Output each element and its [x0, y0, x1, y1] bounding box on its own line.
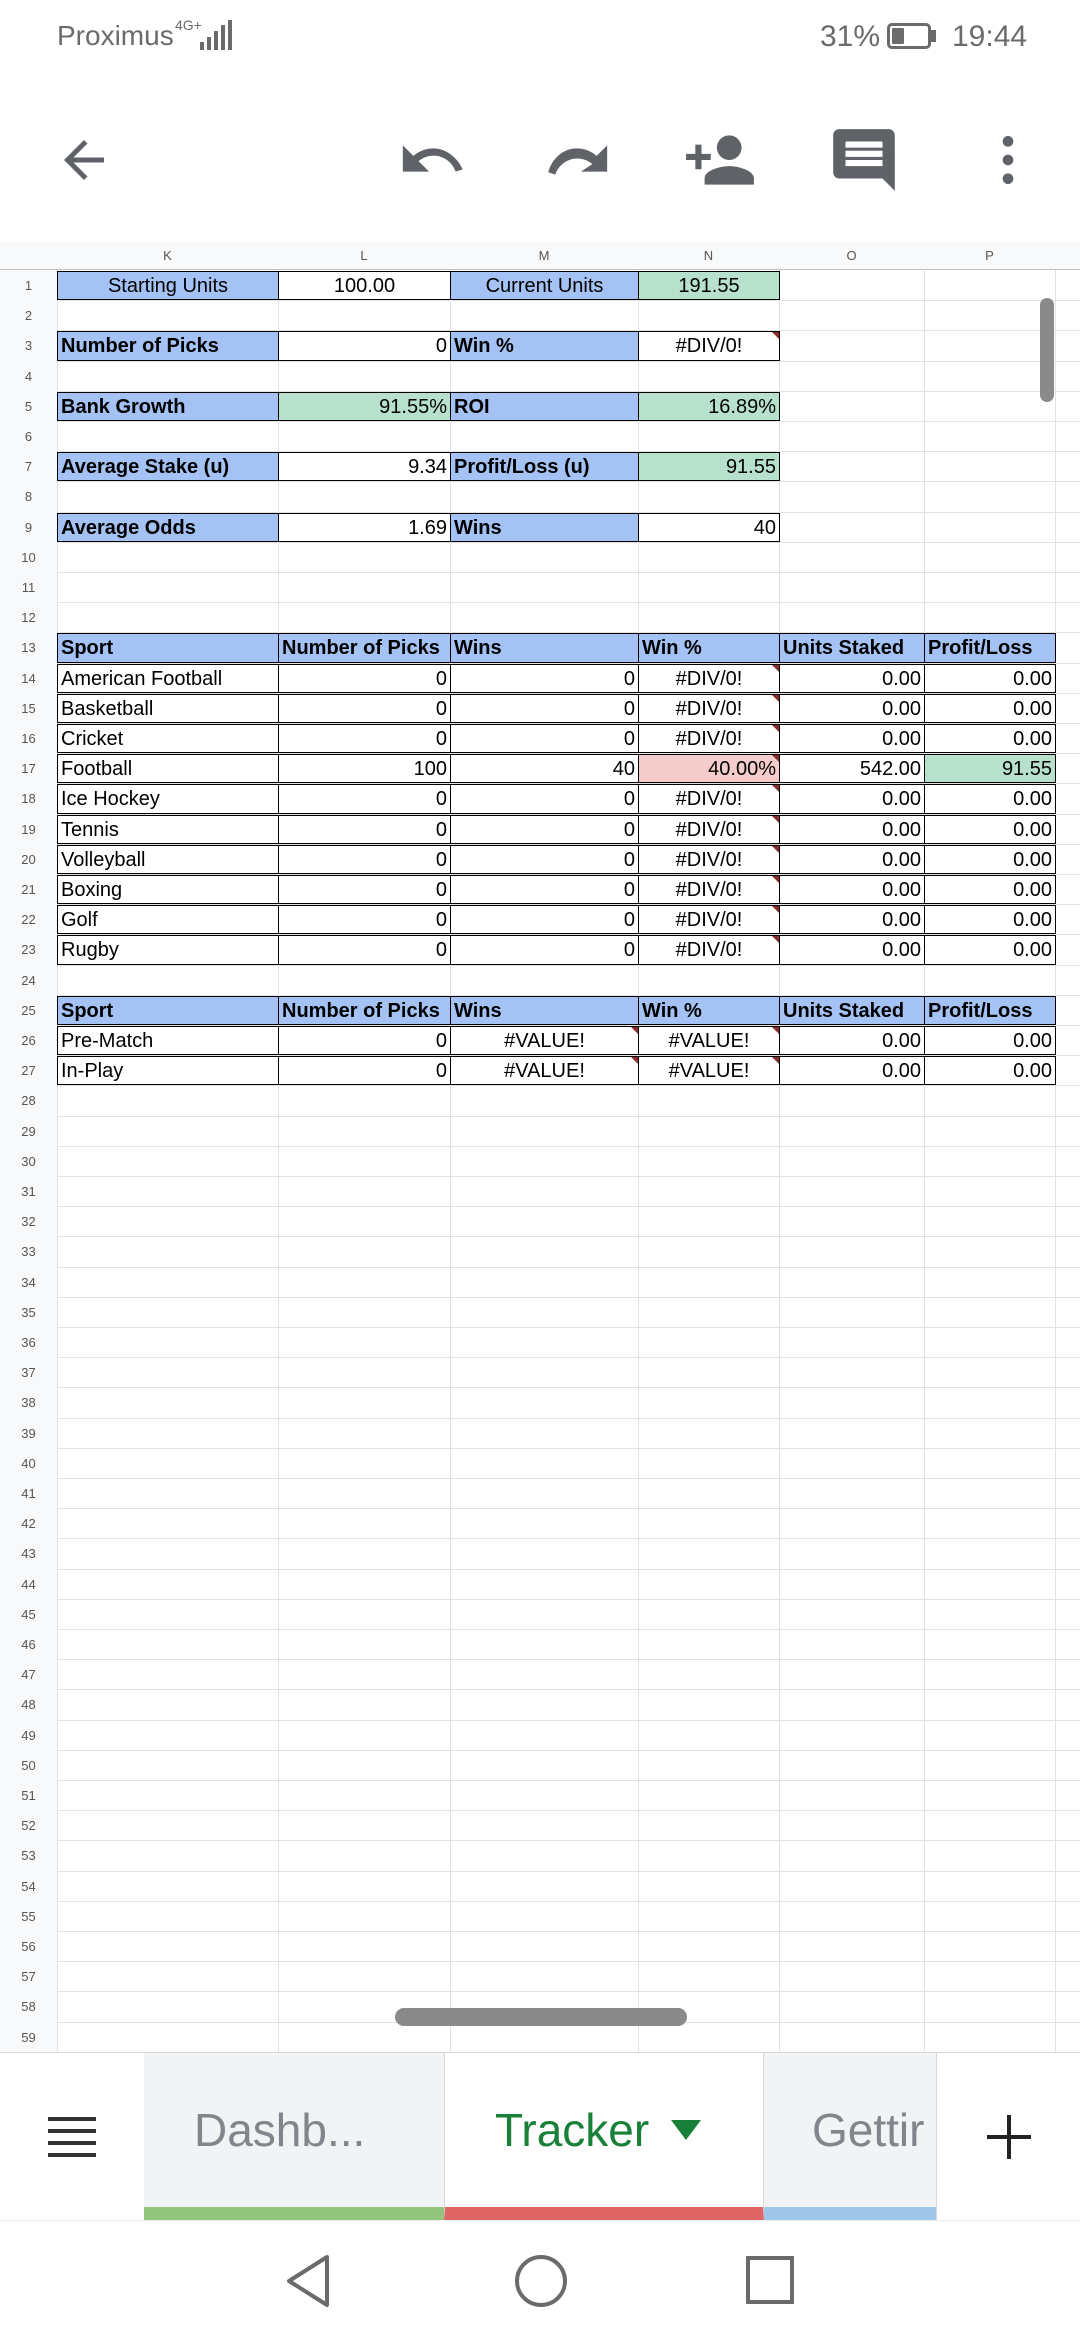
- row-header[interactable]: 35: [21, 1304, 36, 1320]
- row-header[interactable]: 58: [21, 1999, 36, 2015]
- sport-table-cell[interactable]: Ice Hockey: [57, 784, 279, 813]
- sport-table-cell[interactable]: 100: [278, 754, 451, 783]
- row-header[interactable]: 18: [21, 791, 36, 807]
- sport-table-cell[interactable]: 0: [278, 784, 451, 813]
- row-header[interactable]: 43: [21, 1546, 36, 1562]
- row-header[interactable]: 22: [21, 912, 36, 928]
- tab-getting-started[interactable]: Gettir: [764, 2053, 936, 2221]
- sport-table-cell[interactable]: #DIV/0!: [638, 875, 780, 904]
- sport-table-cell[interactable]: 0: [450, 845, 639, 874]
- sport-table-header[interactable]: Profit/Loss: [924, 633, 1056, 662]
- row-header[interactable]: 48: [21, 1697, 36, 1713]
- row-header[interactable]: 42: [21, 1516, 36, 1532]
- sport-table-cell[interactable]: 542.00: [779, 754, 925, 783]
- type-table-cell[interactable]: 0: [278, 1056, 451, 1085]
- type-table-header[interactable]: Units Staked: [779, 996, 925, 1025]
- type-table-cell[interactable]: 0.00: [924, 1026, 1056, 1055]
- type-table-header[interactable]: Number of Picks: [278, 996, 451, 1025]
- sport-table-cell[interactable]: 0: [450, 694, 639, 723]
- type-table-cell[interactable]: #VALUE!: [638, 1056, 780, 1085]
- horizontal-scrollbar[interactable]: [395, 2008, 687, 2026]
- spreadsheet-grid[interactable]: [0, 242, 1080, 2052]
- current-units-value[interactable]: 191.55: [638, 271, 780, 300]
- average-odds-label[interactable]: Average Odds: [57, 513, 279, 542]
- status-bar: [0, 0, 1080, 78]
- row-header[interactable]: 15: [21, 700, 36, 716]
- sport-table-cell[interactable]: 91.55: [924, 754, 1056, 783]
- sport-table-cell[interactable]: 0.00: [924, 845, 1056, 874]
- sport-table-header[interactable]: Units Staked: [779, 633, 925, 662]
- sport-table-header[interactable]: Win %: [638, 633, 780, 662]
- row-header[interactable]: 5: [24, 398, 33, 414]
- column-header-m[interactable]: M: [538, 248, 550, 263]
- sport-table-cell[interactable]: 0.00: [924, 905, 1056, 934]
- row-header[interactable]: 32: [21, 1214, 36, 1230]
- row-header[interactable]: 8: [24, 489, 33, 505]
- sport-table-cell[interactable]: 0: [450, 815, 639, 844]
- sport-table-cell[interactable]: #DIV/0!: [638, 784, 780, 813]
- win-pct-value[interactable]: #DIV/0!: [638, 331, 780, 360]
- sport-table-cell[interactable]: #DIV/0!: [638, 935, 780, 964]
- type-table-cell[interactable]: #VALUE!: [638, 1026, 780, 1055]
- type-table-cell[interactable]: 0: [278, 1026, 451, 1055]
- bank-growth-value[interactable]: 91.55%: [278, 392, 451, 421]
- sport-table-cell[interactable]: 0: [278, 905, 451, 934]
- average-stake-label[interactable]: Average Stake (u): [57, 452, 279, 481]
- sport-table-cell[interactable]: Basketball: [57, 694, 279, 723]
- type-table-header[interactable]: Sport: [57, 996, 279, 1025]
- sport-table-cell[interactable]: Cricket: [57, 724, 279, 753]
- row-header[interactable]: 54: [21, 1878, 36, 1894]
- row-header[interactable]: 10: [21, 549, 36, 565]
- row-header[interactable]: 7: [24, 459, 33, 475]
- clock: 19:44: [952, 20, 1028, 53]
- average-odds-value[interactable]: 1.69: [278, 513, 451, 542]
- sport-table-header[interactable]: Wins: [450, 633, 639, 662]
- system-nav-bar: [0, 2220, 1080, 2341]
- sport-table-cell[interactable]: Golf: [57, 905, 279, 934]
- type-table-cell[interactable]: 0.00: [924, 1056, 1056, 1085]
- comment-icon[interactable]: [820, 116, 908, 204]
- row-header[interactable]: 30: [21, 1153, 36, 1169]
- row-header[interactable]: 50: [21, 1757, 36, 1773]
- nav-home-icon[interactable]: [513, 2253, 569, 2309]
- nav-recents-icon[interactable]: [745, 2255, 795, 2305]
- row-header[interactable]: 53: [21, 1848, 36, 1864]
- row-header[interactable]: 49: [21, 1727, 36, 1743]
- sheet-tab-bar: [0, 2052, 1080, 2221]
- row-header[interactable]: 23: [21, 942, 36, 958]
- type-table-cell[interactable]: 0.00: [779, 1056, 925, 1085]
- average-stake-value[interactable]: 9.34: [278, 452, 451, 481]
- row-header[interactable]: 11: [21, 580, 36, 595]
- sport-table-cell[interactable]: 0.00: [779, 664, 925, 693]
- roi-value[interactable]: 16.89%: [638, 392, 780, 421]
- row-header[interactable]: 2: [24, 308, 33, 324]
- row-header[interactable]: 24: [21, 972, 36, 988]
- sport-table-cell[interactable]: 0.00: [779, 694, 925, 723]
- sport-table-cell[interactable]: 0: [278, 664, 451, 693]
- sport-table-cell[interactable]: 0.00: [779, 935, 925, 964]
- row-header[interactable]: 39: [21, 1425, 36, 1441]
- battery-percent: 31%: [820, 20, 881, 53]
- row-header[interactable]: 29: [21, 1123, 36, 1139]
- sport-table-cell[interactable]: American Football: [57, 664, 279, 693]
- sport-table-cell[interactable]: #DIV/0!: [638, 694, 780, 723]
- sport-table-cell[interactable]: 0.00: [924, 875, 1056, 904]
- sport-table-cell[interactable]: Tennis: [57, 815, 279, 844]
- sport-table-header[interactable]: Number of Picks: [278, 633, 451, 662]
- sport-table-cell[interactable]: 0: [450, 875, 639, 904]
- row-header[interactable]: 37: [21, 1365, 36, 1381]
- sport-table-cell[interactable]: 0.00: [924, 784, 1056, 813]
- caret-down-icon[interactable]: [669, 2118, 703, 2142]
- sport-table-cell[interactable]: 0.00: [779, 784, 925, 813]
- starting-units-label[interactable]: Starting Units: [57, 271, 279, 300]
- sport-table-header[interactable]: Sport: [57, 633, 279, 662]
- plus-icon[interactable]: [936, 2053, 1080, 2221]
- column-header-bar: [0, 242, 1080, 270]
- sport-table-cell[interactable]: #DIV/0!: [638, 845, 780, 874]
- row-header[interactable]: 34: [21, 1274, 36, 1290]
- sport-table-cell[interactable]: #DIV/0!: [638, 664, 780, 693]
- sport-table-cell[interactable]: Football: [57, 754, 279, 783]
- type-table-header[interactable]: Profit/Loss: [924, 996, 1056, 1025]
- row-header[interactable]: 38: [21, 1395, 36, 1411]
- wins-label[interactable]: Wins: [450, 513, 639, 542]
- column-header-o[interactable]: O: [846, 248, 857, 263]
- sport-table-cell[interactable]: #DIV/0!: [638, 815, 780, 844]
- row-header[interactable]: 1: [24, 278, 33, 293]
- tab-tracker[interactable]: Tracker: [444, 2053, 764, 2221]
- type-table-cell[interactable]: Pre-Match: [57, 1026, 279, 1055]
- sport-table-cell[interactable]: Volleyball: [57, 845, 279, 874]
- current-units-label[interactable]: Current Units: [450, 271, 639, 300]
- undo-icon[interactable]: [388, 116, 476, 204]
- type-table-cell[interactable]: #VALUE!: [450, 1056, 639, 1085]
- row-header[interactable]: 46: [21, 1637, 36, 1652]
- row-header[interactable]: 55: [21, 1908, 36, 1924]
- sport-table-cell[interactable]: #DIV/0!: [638, 724, 780, 753]
- column-header-n[interactable]: N: [703, 248, 714, 263]
- sport-table-cell[interactable]: 0: [450, 664, 639, 693]
- row-header[interactable]: 40: [21, 1455, 36, 1471]
- sport-table-cell[interactable]: 0.00: [779, 875, 925, 904]
- column-header-k[interactable]: K: [163, 248, 172, 263]
- row-header[interactable]: 17: [21, 761, 36, 777]
- sport-table-cell[interactable]: 0: [450, 784, 639, 813]
- row-header[interactable]: 51: [21, 1788, 36, 1803]
- type-table-cell[interactable]: #VALUE!: [450, 1026, 639, 1055]
- sport-table-cell[interactable]: 0.00: [779, 845, 925, 874]
- column-header-p[interactable]: P: [985, 248, 994, 263]
- row-header[interactable]: 41: [21, 1486, 36, 1501]
- row-header[interactable]: 12: [21, 610, 36, 626]
- profit-loss-value[interactable]: 91.55: [638, 452, 780, 481]
- row-header[interactable]: 45: [21, 1606, 36, 1622]
- row-header[interactable]: 28: [21, 1093, 36, 1109]
- sport-table-cell[interactable]: 0: [278, 845, 451, 874]
- row-header[interactable]: 9: [24, 519, 33, 535]
- type-table-cell[interactable]: In-Play: [57, 1056, 279, 1085]
- sport-table-cell[interactable]: 0.00: [924, 664, 1056, 693]
- profit-loss-label[interactable]: Profit/Loss (u): [450, 452, 639, 481]
- row-header[interactable]: 31: [21, 1184, 36, 1199]
- roi-label[interactable]: ROI: [450, 392, 639, 421]
- sport-table-cell[interactable]: 0: [278, 724, 451, 753]
- sport-table-cell[interactable]: 0: [278, 875, 451, 904]
- signal-icon: [198, 18, 232, 52]
- row-header[interactable]: 47: [21, 1667, 36, 1683]
- type-table-header[interactable]: Win %: [638, 996, 780, 1025]
- sport-table-cell[interactable]: 0: [278, 935, 451, 964]
- row-header[interactable]: 14: [21, 670, 36, 686]
- sport-table-cell[interactable]: 0.00: [924, 724, 1056, 753]
- hamburger-menu-icon[interactable]: [48, 2115, 96, 2166]
- carrier-name: Proximus: [57, 20, 174, 51]
- sport-table-cell[interactable]: #DIV/0!: [638, 905, 780, 934]
- row-header[interactable]: 33: [21, 1244, 36, 1260]
- type-table-header[interactable]: Wins: [450, 996, 639, 1025]
- row-header[interactable]: 27: [21, 1063, 36, 1079]
- row-header[interactable]: 4: [24, 368, 33, 384]
- add-person-icon[interactable]: [676, 116, 764, 204]
- row-header[interactable]: 44: [21, 1576, 36, 1592]
- bank-growth-label[interactable]: Bank Growth: [57, 392, 279, 421]
- sport-table-cell[interactable]: 0: [278, 815, 451, 844]
- sport-table-cell[interactable]: 0.00: [779, 905, 925, 934]
- starting-units-value[interactable]: 100.00: [278, 271, 451, 300]
- sport-table-cell[interactable]: 0: [450, 935, 639, 964]
- row-header[interactable]: 21: [21, 882, 36, 897]
- row-header[interactable]: 59: [21, 2029, 36, 2045]
- sport-table-cell[interactable]: 0: [278, 694, 451, 723]
- row-header[interactable]: 56: [21, 1939, 36, 1954]
- row-header[interactable]: 13: [21, 640, 36, 656]
- row-header[interactable]: 36: [21, 1335, 36, 1350]
- sport-table-cell[interactable]: Boxing: [57, 875, 279, 904]
- number-of-picks-label[interactable]: Number of Picks: [57, 331, 279, 360]
- sheets-toolbar: [0, 78, 1080, 242]
- sport-table-cell[interactable]: 0.00: [924, 694, 1056, 723]
- sport-table-cell[interactable]: 0: [450, 905, 639, 934]
- sport-table-cell[interactable]: 0.00: [779, 724, 925, 753]
- sport-table-cell[interactable]: 0.00: [924, 815, 1056, 844]
- column-header-l[interactable]: L: [360, 248, 368, 263]
- row-header[interactable]: 19: [21, 821, 36, 837]
- vertical-scrollbar[interactable]: [1040, 298, 1054, 402]
- sport-table-cell[interactable]: Rugby: [57, 935, 279, 964]
- battery-icon: [887, 23, 931, 49]
- arrow-left-icon[interactable]: [40, 116, 128, 204]
- network-type: 4G+: [175, 17, 202, 33]
- wins-value[interactable]: 40: [638, 513, 780, 542]
- sport-table-cell[interactable]: 0.00: [779, 815, 925, 844]
- type-table-cell[interactable]: 0.00: [779, 1026, 925, 1055]
- row-header[interactable]: 26: [21, 1033, 36, 1048]
- row-header[interactable]: 6: [24, 429, 33, 444]
- redo-icon[interactable]: [534, 116, 622, 204]
- sport-table-cell[interactable]: 40.00%: [638, 754, 780, 783]
- row-header[interactable]: 20: [21, 851, 36, 867]
- nav-back-icon[interactable]: [283, 2253, 333, 2309]
- win-pct-label[interactable]: Win %: [450, 331, 639, 360]
- number-of-picks-value[interactable]: 0: [278, 331, 451, 360]
- row-header[interactable]: 52: [21, 1818, 36, 1834]
- tab-dashboard[interactable]: Dashb...: [144, 2053, 444, 2221]
- sport-table-cell[interactable]: 0: [450, 724, 639, 753]
- row-header[interactable]: 3: [24, 338, 33, 354]
- more-vert-icon[interactable]: [964, 116, 1052, 204]
- row-header[interactable]: 16: [21, 731, 36, 746]
- sport-table-cell[interactable]: 0.00: [924, 935, 1056, 964]
- row-header[interactable]: 25: [21, 1002, 36, 1018]
- row-header[interactable]: 57: [21, 1969, 36, 1985]
- sport-table-cell[interactable]: 40: [450, 754, 639, 783]
